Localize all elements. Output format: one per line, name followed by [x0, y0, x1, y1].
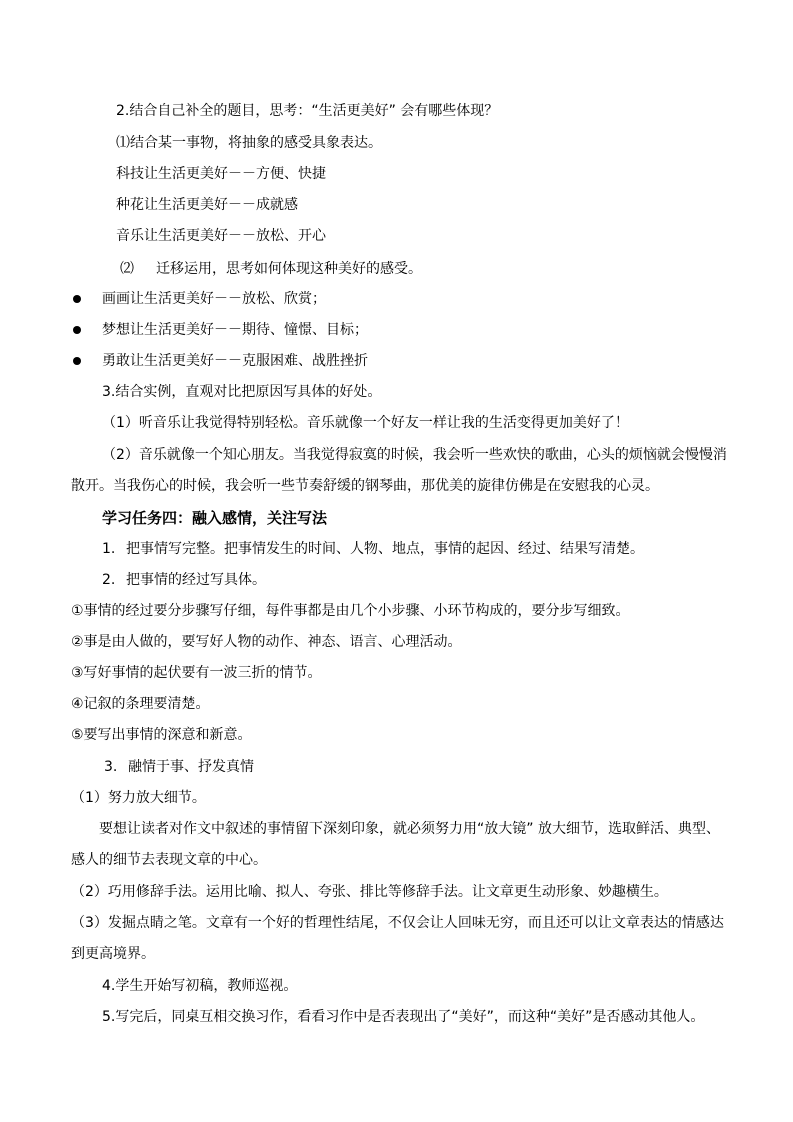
question-3-example-2-line-2: 散开。当我伤心的时候，我会听一些节奏舒缓的钢琴曲，那优美的旋律仿佛是在安慰我的心灵。: [71, 478, 659, 494]
circled-item: ②事是由人做的，要写好人物的动作、神态、语言、心理活动。: [71, 634, 462, 650]
rhetoric-line: （2）巧用修辞手法。运用比喻、拟人、夸张、排比等修辞手法。让文章更生动形象、妙趣横生。: [71, 884, 668, 900]
detail-title: （1）努力放大细节。: [71, 790, 206, 806]
question-3-example-1: （1）听音乐让我觉得特别轻松。音乐就像一个好友一样让我的生活变得更加美好了！: [102, 415, 629, 431]
ending-line-2: 到更高境界。: [71, 946, 155, 962]
task-4-item-3-text: 融情于事、抒发真情: [128, 759, 254, 775]
example-line: 音乐让生活更美好－－放松、开心: [116, 228, 326, 244]
bullet-item: 勇敢让生活更美好－－克服困难、战胜挫折: [102, 353, 368, 369]
question-2-sub-2-text: 迁移运用，思考如何体现这种美好的感受。: [156, 261, 422, 277]
task-4-item-2-text: 把事情的经过写具体。: [126, 572, 266, 588]
detail-paragraph-line-2: 感人的细节去表现文章的中心。: [71, 852, 267, 868]
bullet-item: 梦想让生活更美好－－期待、憧憬、目标；: [102, 322, 368, 338]
step-4: 4.学生开始写初稿，教师巡视。: [102, 978, 298, 994]
task-4-item-2-number: 2.: [102, 572, 116, 588]
task-4-heading: 学习任务四：融入感情，关注写法: [102, 509, 328, 527]
circled-item: ⑤要写出事情的深意和新意。: [71, 727, 252, 743]
task-4-item-1-text: 把事情写完整。把事情发生的时间、人物、地点，事情的起因、经过、结果写清楚。: [126, 541, 644, 557]
example-line: 种花让生活更美好－－成就感: [116, 197, 298, 213]
bullet-item: 画画让生活更美好－－放松、欣赏；: [102, 291, 326, 307]
question-2-sub-2-number: ⑵: [120, 261, 134, 277]
question-3-example-2-line-1: （2）音乐就像一个知心朋友。当我觉得寂寞的时候，我会听一些欢快的歌曲，心头的烦恼就会慢慢消: [102, 447, 727, 463]
detail-paragraph-line-1: 要想让读者对作文中叙述的事情留下深刻印象，就必须努力用“放大镜” 放大细节，选取鲜活、典型、: [99, 821, 720, 837]
question-2-sub-1: ⑴结合某一事物，将抽象的感受具象表达。: [116, 135, 382, 151]
question-2-title: 2.结合自己补全的题目，思考：“生活更美好” 会有哪些体现？: [116, 103, 499, 119]
question-3-title: 3.结合实例，直观对比把原因写具体的好处。: [102, 384, 382, 400]
example-line: 科技让生活更美好－－方便、快捷: [116, 166, 326, 182]
circled-item: ④记叙的条理要清楚。: [71, 696, 210, 712]
bullet-dot-icon: [73, 357, 81, 365]
bullet-dot-icon: [73, 295, 81, 303]
task-4-item-1-number: 1.: [102, 541, 116, 557]
ending-line-1: （3）发掘点睛之笔。文章有一个好的哲理性结尾，不仅会让人回味无穷，而且还可以让文章表达的情感达: [71, 915, 724, 931]
bullet-dot-icon: [73, 326, 81, 334]
circled-item: ③写好事情的起伏要有一波三折的情节。: [71, 665, 322, 681]
task-4-item-3-number: 3.: [104, 759, 118, 775]
step-5: 5.写完后，同桌互相交换习作，看看习作中是否表现出了“美好”，而这种“美好”是否感动其他人。: [102, 1009, 705, 1025]
circled-item: ①事情的经过要分步骤写仔细，每件事都是由几个小步骤、小环节构成的，要分步写细致。: [71, 603, 630, 619]
